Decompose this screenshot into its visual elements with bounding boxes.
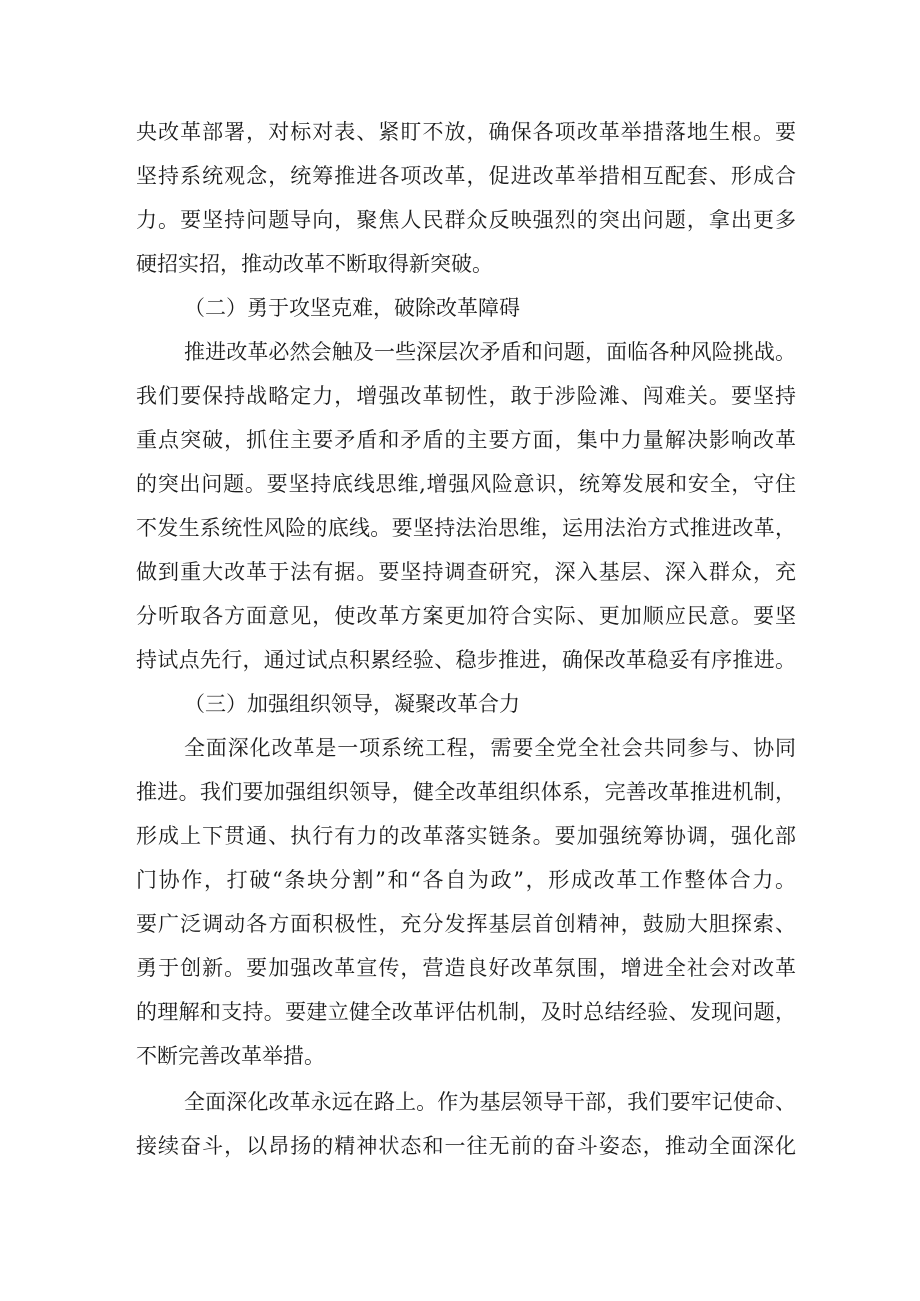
paragraph-3-line: 推进。我们要加强组织领导，健全改革组织体系，完善改革推进机制， xyxy=(136,780,796,804)
paragraph-2-line: 推进改革必然会触及一些深层次矛盾和问题，面临各种风险挑战。 xyxy=(184,340,796,364)
paragraph-3-line: 全面深化改革是一项系统工程，需要全党全社会共同参与、协同 xyxy=(184,736,796,760)
paragraph-4-line: 接续奋斗，以昂扬的精神状态和一往无前的奋斗姿态，推动全面深化 xyxy=(136,1134,796,1158)
paragraph-1-line: 坚持系统观念，统筹推进各项改革，促进改革举措相互配套、形成合 xyxy=(136,164,796,188)
paragraph-2-line: 重点突破，抓住主要矛盾和矛盾的主要方面，集中力量解决影响改革 xyxy=(136,428,796,452)
paragraph-1-line: 央改革部署，对标对表、紧盯不放，确保各项改革举措落地生根。要 xyxy=(136,120,796,144)
paragraph-3-line: 勇于创新。要加强改革宣传，营造良好改革氛围，增进全社会对改革 xyxy=(136,956,796,980)
paragraph-2-line: 的突出问题。要坚持底线思维,增强风险意识，统筹发展和安全，守住 xyxy=(136,472,796,496)
paragraph-3-line: 要广泛调动各方面积极性，充分发挥基层首创精神，鼓励大胆探索、 xyxy=(136,912,796,936)
section-heading-2: （二）勇于攻坚克难，破除改革障碍 xyxy=(184,296,520,320)
paragraph-3-line: 不断完善改革举措。 xyxy=(136,1044,325,1068)
paragraph-2-line: 不发生系统性风险的底线。要坚持法治思维，运用法治方式推进改革， xyxy=(136,516,796,540)
paragraph-1-line: 硬招实招，推动改革不断取得新突破。 xyxy=(136,252,493,276)
section-heading-3: （三）加强组织领导，凝聚改革合力 xyxy=(184,692,520,716)
paragraph-2-line: 做到重大改革于法有据。要坚持调查研究，深入基层、深入群众，充 xyxy=(136,560,796,584)
paragraph-2-line: 分听取各方面意见，使改革方案更加符合实际、更加顺应民意。要坚 xyxy=(136,604,796,628)
paragraph-3-line: 形成上下贯通、执行有力的改革落实链条。要加强统筹协调，强化部 xyxy=(136,824,796,848)
paragraph-1-line: 力。要坚持问题导向，聚焦人民群众反映强烈的突出问题，拿出更多 xyxy=(136,208,796,232)
paragraph-4-line: 全面深化改革永远在路上。作为基层领导干部，我们要牢记使命、 xyxy=(184,1090,796,1114)
paragraph-3-line: 的理解和支持。要建立健全改革评估机制，及时总结经验、发现问题， xyxy=(136,1000,796,1024)
paragraph-2-line: 持试点先行，通过试点积累经验、稳步推进，确保改革稳妥有序推进。 xyxy=(136,648,796,672)
paragraph-3-line: 门协作，打破“条块分割”和“各自为政”，形成改革工作整体合力。 xyxy=(136,868,796,892)
paragraph-2-line: 我们要保持战略定力，增强改革韧性，敢于涉险滩、闯难关。要坚持 xyxy=(136,384,796,408)
